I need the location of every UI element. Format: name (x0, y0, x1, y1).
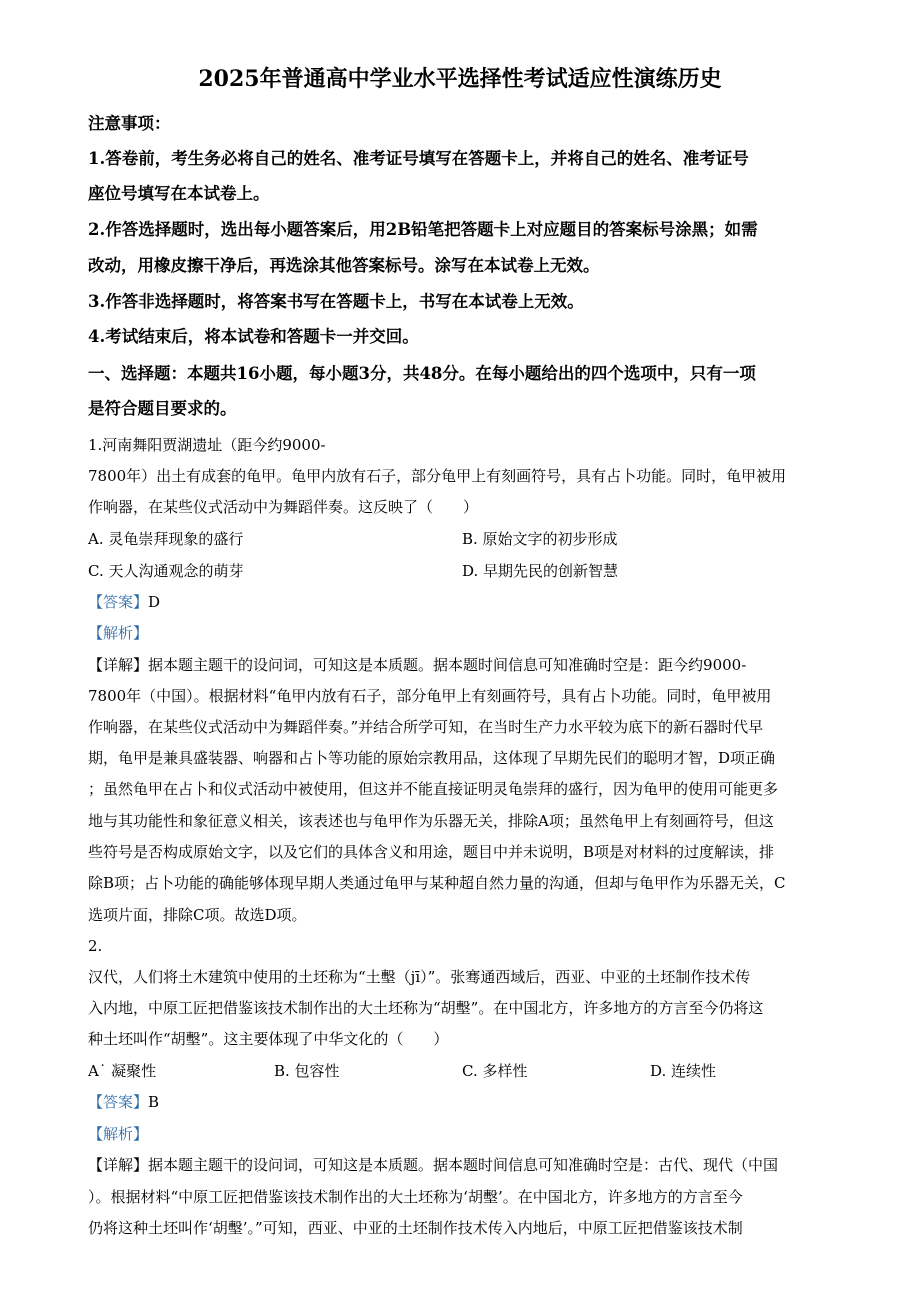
q1-detail-line: 期，龟甲是兼具盛装器、响器和占卜等功能的原始宗教用品，这体现了早期先民们的聪明才智，D项正确 (88, 749, 776, 767)
q1-stem-line: 7800年）出土有成套的龟甲。龟甲内放有石子，部分龟甲上有刻画符号，具有占卜功能。同时，龟甲被用 (88, 467, 787, 485)
answer-tag: 【答案】 (88, 593, 149, 611)
q1-option-c: C. 天人沟通观念的萌芽 (88, 562, 244, 580)
q2-option-b: B. 包容性 (274, 1062, 340, 1080)
notice-line: 座位号填写在本试卷上。 (88, 184, 270, 203)
q1-detail-line: ；虽然龟甲在占卜和仪式活动中被使用，但这并不能直接证明灵龟崇拜的盛行，因为龟甲的使用可能更多 (88, 780, 779, 798)
q1-option-d: D. 早期先民的创新智慧 (462, 562, 619, 580)
q1-analysis-tag: 【解析】 (88, 624, 149, 642)
q1-stem-line: 1.河南舞阳贾湖遗址（距今约9000- (88, 436, 326, 454)
q1-detail-line: 【详解】据本题主题干的设问词，可知这是本质题。据本题时间信息可知准确时空是：距今约9000- (88, 656, 747, 674)
q1-option-a: A. 灵龟崇拜现象的盛行 (88, 530, 244, 548)
q2-option-a: A˙ 凝聚性 (88, 1062, 157, 1080)
notice-line: 4.考试结束后，将本试卷和答题卡一并交回。 (88, 327, 419, 346)
q1-detail-line: 地与其功能性和象征意义相关，该表述也与龟甲作为乐器无关，排除A项；虽然龟甲上有刻画符号，但这 (88, 812, 774, 830)
answer-value: D (148, 593, 161, 611)
section-heading: 一、选择题：本题共16小题，每小题3分，共48分。在每小题给出的四个选项中，只有一项 (88, 364, 756, 383)
q2-stem-line: 汉代，人们将土木建筑中使用的土坯称为“土墼（jī）”。张骞通西域后，西亚、中亚的土坯制作技术传 (88, 968, 751, 986)
q1-option-b: B. 原始文字的初步形成 (462, 530, 618, 548)
q2-stem-line: 入内地，中原工匠把借鉴该技术制作出的大土坯称为“胡墼”。在中国北方，许多地方的方言至今仍将这 (88, 999, 764, 1017)
q2-detail-line: ）。根据材料“中原工匠把借鉴该技术制作出的大土坯称为‘胡墼’。在中国北方，许多地方的方言至今 (88, 1188, 743, 1206)
q1-stem-line: 作响器，在某些仪式活动中为舞蹈伴奏。这反映了（ ） (88, 498, 479, 516)
q1-detail-line: 些符号是否构成原始文字，以及它们的具体含义和用途，题目中并未说明，B项是对材料的过度解读，排 (88, 843, 775, 861)
q1-answer (88, 592, 160, 612)
q1-detail-line: 7800年（中国）。根据材料“龟甲内放有石子，部分龟甲上有刻画符号，具有占卜功能。同时，龟甲被用 (88, 687, 772, 705)
answer-tag: 【答案】 (88, 1093, 149, 1111)
q2-option-d: D. 连续性 (650, 1062, 717, 1080)
q2-analysis-tag: 【解析】 (88, 1125, 149, 1143)
detail-tag: 【详解】 (88, 656, 149, 674)
section-heading: 是符合题目要求的。 (88, 399, 237, 418)
q2-stem-line: 种土坯叫作“胡墼”。这主要体现了中华文化的（ ） (88, 1030, 449, 1048)
q2-detail-line: 【详解】据本题主题干的设问词，可知这是本质题。据本题时间信息可知准确时空是：古代、现代（中国 (88, 1156, 779, 1174)
answer-value: B (148, 1093, 160, 1111)
q1-detail-line: 作响器，在某些仪式活动中为舞蹈伴奏。”并结合所学可知，在当时生产力水平较为底下的新石器时代早 (88, 718, 764, 736)
notice-line: 改动，用橡皮擦干净后，再选涂其他答案标号。涂写在本试卷上无效。 (88, 256, 600, 275)
q2-answer (88, 1092, 159, 1112)
q1-detail-line: 选项片面，排除C项。故选D项。 (88, 906, 307, 924)
notice-line: 2.作答选择题时，选出每小题答案后，用2B铅笔把答题卡上对应题目的答案标号涂黑；如需 (88, 220, 758, 239)
notice-heading: 注意事项： (88, 114, 171, 133)
q2-option-c: C. 多样性 (462, 1062, 528, 1080)
notice-line: 3.作答非选择题时，将答案书写在答题卡上，书写在本试卷上无效。 (88, 292, 584, 311)
q2-number: 2. (88, 937, 103, 955)
notice-line: 1.答卷前，考生务必将自己的姓名、准考证号填写在答题卡上，并将自己的姓名、准考证号 (88, 149, 749, 168)
page-title: 2025年普通高中学业水平选择性考试适应性演练历史 (198, 66, 722, 92)
q1-detail-line: 除B项；占卜功能的确能够体现早期人类通过龟甲与某种超自然力量的沟通，但却与龟甲作为乐器无关，C (88, 874, 786, 892)
detail-tag: 【详解】 (88, 1156, 149, 1174)
q2-detail-line: 仍将这种土坯叫作‘胡墼’。”可知，西亚、中亚的土坯制作技术传入内地后，中原工匠把借鉴该技术制 (88, 1219, 743, 1237)
